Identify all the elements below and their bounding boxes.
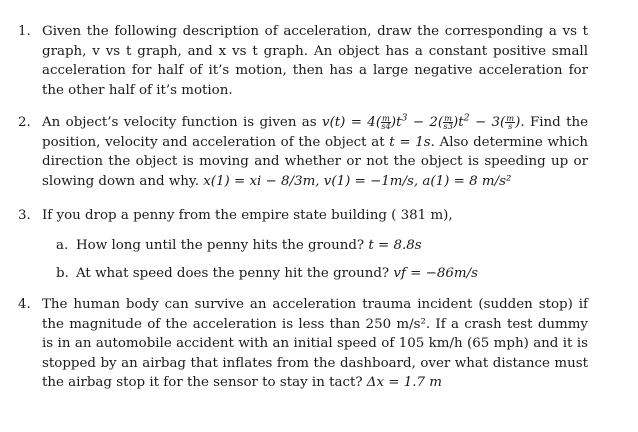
question-number: 1. — [18, 24, 31, 39]
answer-text: x(1) = xi − 8/3m, v(1) = −1m/s, a(1) = 8 m/s² — [203, 173, 512, 189]
sub-label: a. — [56, 238, 69, 253]
question-number: 4. — [18, 297, 31, 312]
time-value: t = 1s — [389, 134, 431, 150]
sub-label: b. — [56, 266, 69, 281]
question-3a — [56, 236, 586, 256]
question-3b — [56, 264, 586, 284]
sub-text: At what speed does the penny hit the ground? — [76, 266, 394, 281]
question-text: The human body can survive an acceleration trauma incident (sudden stop) if the magnitude of the acceleration is less than 250 m/s². If a crash test dummy is in an automobile accident with an initial speed of 105 km/h (65 mph) and it is stopped by an airbag that inflates from the dashboard, over what distance must the airbag stop it for the sensor to stay in tact? Δx = 1.7 m — [42, 297, 588, 390]
sub-text: How long until the penny hits the ground? — [76, 238, 369, 253]
intro-text: An object’s velocity function is given as — [42, 115, 322, 130]
answer-text: vf = −86m/s — [393, 266, 478, 281]
answer-text: t = 8.8s — [368, 238, 422, 253]
question-text — [42, 113, 588, 191]
question-2 — [18, 113, 588, 191]
velocity-function: v(t) = 4( $\frac{m}{s4}$ )$t^3 - 2$( $\frac{m}{s3}$ )$t^2 - 3$( $\frac{m}{s}$ ). — [322, 112, 525, 131]
question-text: Given the following description of acceleration, draw the corresponding a vs t graph, v vs t graph, and x vs t graph. An object has a constant positive small acceleration for half of it’s motion, then has a large negative acceleration for the other half of it’s motion. — [42, 24, 588, 98]
question-number: 3. — [18, 208, 31, 223]
question-text: If you drop a penny from the empire state building ( 381 m), — [42, 208, 453, 223]
question-number: 2. — [18, 115, 31, 130]
question-1 — [18, 22, 588, 100]
rest-text: . Also determine which direction the object is moving and whether or not the object is speeding up or slowing down and why. — [42, 134, 588, 189]
question-4 — [18, 295, 588, 393]
question-3 — [18, 206, 588, 226]
answer-text: Δx = 1.7 m — [366, 375, 442, 390]
find-text: Find the position, velocity and acceleration of the object at — [42, 115, 589, 150]
